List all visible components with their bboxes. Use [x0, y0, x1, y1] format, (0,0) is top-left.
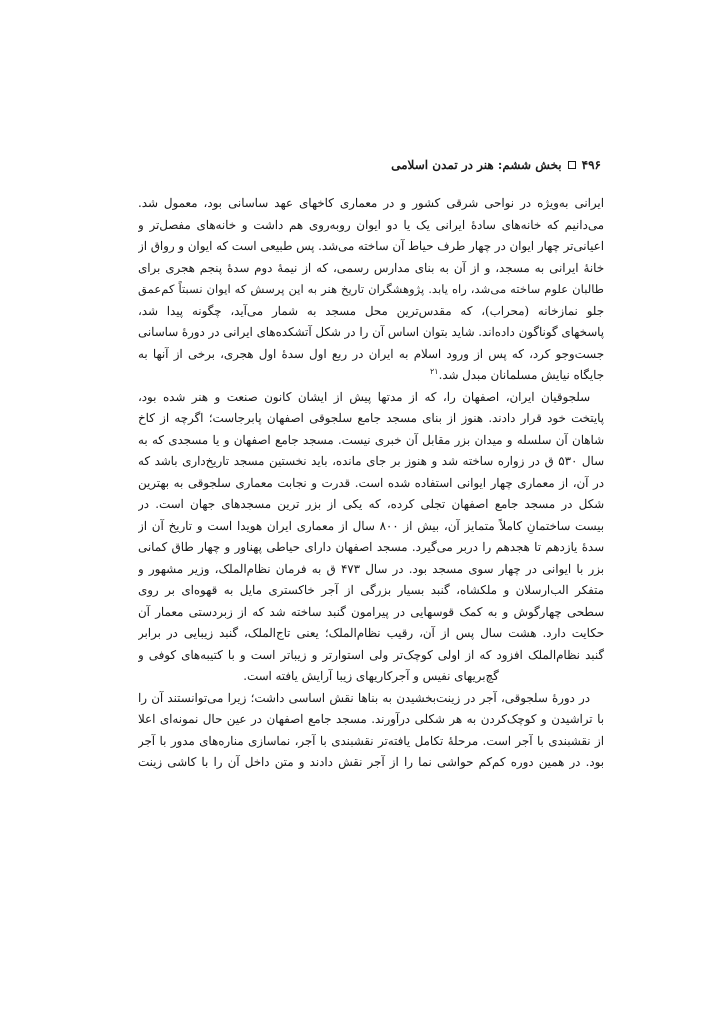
section-title: بخش ششم: هنر در تمدن اسلامی — [391, 158, 562, 172]
paragraph — [138, 387, 604, 688]
square-bullet-icon — [568, 161, 576, 169]
text-line: اعیانی‌تر چهار ایوان در چهار طرف حیاط آن ساخته می‌شد. پس طبیعی است که ایوان و رواق از — [138, 239, 604, 253]
paragraph — [138, 688, 604, 774]
text-line-last: گچ‌بریهای نفیس و آجرکاریهای زیبا آرایش یافته است. — [243, 669, 499, 683]
text-line: در آن، از معماری چهار ایوانی استفاده شده است. قدرت و نجابت معماری سلجوقی به بهترین — [138, 475, 604, 490]
text-line: شکل در مسجد جامع اصفهان تجلی کرده، که یکی از بزر ترین مسجدهای جهان است. در — [138, 497, 604, 511]
paragraph — [138, 193, 604, 387]
text-line: متفکر الب‌ارسلان و ملکشاه، گنبد بسیار بزرگی از آجر خاکستری مایل به قهوه‌ای بر روی — [138, 583, 604, 597]
text-line: بزر با ایوانی در چهار سوی مسجد بود. در سال ۴۷۳ ق به فرمان نظام‌الملک، وزیر مشهور و — [138, 561, 604, 576]
text-line-last — [138, 365, 604, 387]
text-line: سطحی چهارگوش و به کمک قوسهایی در پیرامون گنبد ساخته شد که از زبردستی معمار آن — [138, 604, 604, 619]
text-line: سال ۵۳۰ ق در زواره ساخته شد و هنوز بر جای مانده، باید نخستین مسجد تاریخ‌داری باشد که — [138, 454, 604, 468]
footnote-ref: ۲۱ — [430, 367, 439, 377]
text-line: گنبد نظام‌الملک افزود که از اولی کوچک‌تر ولی استوارتر و زیباتر است و با کتیبه‌های کوفی و — [138, 647, 604, 662]
running-head — [391, 158, 601, 172]
text-line: پایتخت خود قرار دادند. هنوز از بنای مسجد جامع سلجوقی اصفهان پابرجاست؛ اگرچه از کاخ — [138, 411, 604, 425]
text-line: سلجوقیان ایران، اصفهان را، که از مدتها پیش از ایشان کانون صنعت و هنر شده بود، — [138, 389, 590, 404]
text-line: حکایت دارد. هشت سال پس از آن، رقیب نظام‌الملک؛ یعنی تاج‌الملک، گنبد زیبایی در برابر — [138, 626, 604, 640]
text-line: سدهٔ یازدهم تا هجدهم را دربر می‌گیرد. مسجد اصفهان دارای حیاطی پهناور و چهار طاق کمانی — [138, 540, 604, 554]
text-line: خانهٔ ایرانی به مسجد، و از آن به بنای مدارس رسمی، که از نیمهٔ دوم سدهٔ پنجم هجری برای — [138, 260, 604, 275]
text-line: می‌دانیم که خانه‌های سادهٔ ایرانی یک یا دو ایوان روبه‌روی هم داشت و خانه‌های مفصل‌تر و — [138, 217, 604, 232]
text-line: بود. در همین دوره کم‌کم حواشی نما را از آجر نقش دادند و متن داخل آن را با کاشی زینت — [138, 755, 604, 769]
text-line: ایرانی به‌ویژه در نواحی شرقی کشور و در معماری کاخهای عهد ساسانی بود، معمول شد. — [138, 196, 604, 210]
text-line: بیست ساختمانِ کاملاً متمایز آن، بیش از ۸۰۰ سال از معماری ایران هویدا است و تاریخ آن از — [138, 518, 604, 533]
text-line: پاسخهای گوناگون داده‌اند. شاید بتوان اساس آن را در شکل آتشکده‌های ایرانی در دورهٔ ساسانی — [138, 325, 604, 339]
body-text — [138, 193, 604, 774]
text-line: از نقشبندی با آجر است. مرحلهٔ تکامل یافته‌تر نقشبندی با آجر، نماسازی مناره‌های مدور با آجر — [138, 733, 604, 748]
text-line: جست‌وجو کرد، که پس از ورود اسلام به ایران در ربع اول سدهٔ اول هجری، برخی از آنها به — [138, 346, 604, 361]
text-line: طالبان علوم ساخته می‌شد، راه یابد. پژوهشگران تاریخ هنر به این پرسش که ایوان نسبتاً کم‌عمق — [138, 282, 604, 296]
text-line: شاهان آن سلسله و میدان بزر مقابل آن خبری نیست. مسجد جامع اصفهان و یا مسجدی که به — [138, 432, 604, 447]
text-line: جلو نمازخانه (محراب)، که مقدس‌ترین محل مسجد به شمار می‌آید، چگونه پیدا شد، — [138, 303, 604, 318]
text-line-content: جایگاه نیایش مسلمانان مبدل شد. — [438, 368, 604, 382]
page-number: ۴۹۶ — [581, 158, 601, 172]
text-line: در دورهٔ سلجوقی، آجر در زینت‌بخشیدن به بناها نقش اساسی داشت؛ زیرا می‌توانستند آن را — [138, 690, 590, 705]
text-line: با تراشیدن و کوچک‌کردن به هر شکلی درآورند. مسجد جامع اصفهان در عین حال نمونه‌ای اعلا — [138, 712, 604, 726]
